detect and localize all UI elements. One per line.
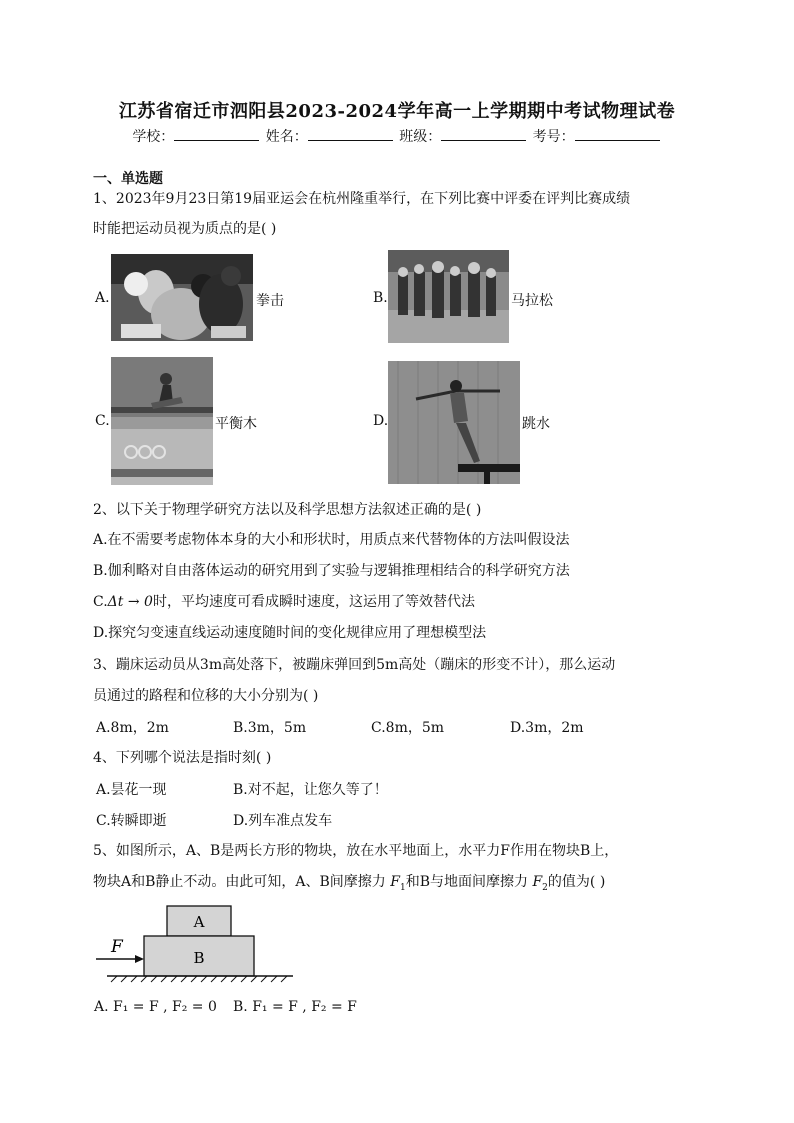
class-blank[interactable] (441, 126, 526, 141)
q1-option-a-text: 拳击 (256, 293, 284, 309)
q3-option-a: A.8m，2m (96, 720, 169, 736)
q2-option-c-letter: C. (93, 594, 108, 610)
f2-symbol: F (532, 874, 543, 890)
q5-option-a: A. F₁ = F , F₂ = 0 (94, 999, 217, 1015)
q4-option-d: D.列车准点发车 (233, 813, 333, 829)
q3-option-b: B.3m，5m (233, 720, 307, 736)
q4-option-a: A.昙花一现 (96, 782, 167, 798)
block-b-label: B (193, 949, 205, 967)
q2-option-b: B.伽利略对自由落体运动的研究用到了实验与逻辑推理相结合的科学研究方法 (93, 563, 570, 579)
balance-beam-photo (111, 357, 213, 485)
blocks-diagram (93, 903, 303, 983)
page-title: 江苏省宿迁市泗阳县2023-2024学年高一上学期期中考试物理试卷 (118, 101, 676, 122)
q3-option-c: C.8m，5m (371, 720, 445, 736)
q4-option-c: C.转瞬即逝 (96, 813, 167, 829)
name-blank[interactable] (308, 126, 393, 141)
boxing-photo (111, 254, 253, 341)
section-heading: 一、单选题 (93, 171, 163, 187)
q1-option-a-letter: A. (95, 290, 110, 306)
force-label: F (111, 937, 123, 957)
q5-line2-part-c: 的值为( ) (547, 874, 606, 890)
student-info-line (0, 126, 794, 146)
q1-option-b-text: 马拉松 (511, 293, 553, 309)
school-blank[interactable] (174, 126, 259, 141)
q1-stem-line1: 1、2023年9月23日第19届亚运会在杭州隆重举行，在下列比赛中评委在评判比赛成绩 (93, 191, 631, 207)
force-arrow-head (135, 955, 144, 963)
block-a-label: A (193, 913, 205, 931)
f1-subscript: 1 (399, 882, 406, 893)
q1-option-c-letter: C. (95, 413, 110, 429)
marathon-photo (388, 250, 509, 343)
q4-stem: 4、下列哪个说法是指时刻( ) (93, 750, 272, 766)
q2-option-d: D.探究匀变速直线运动速度随时间的变化规律应用了理想模型法 (93, 625, 487, 641)
q1-option-c-text: 平衡木 (215, 416, 257, 432)
name-label: 姓名： (265, 129, 308, 145)
q2-option-a: A.在不需要考虑物体本身的大小和形状时，用质点来代替物体的方法叫假设法 (93, 532, 570, 548)
q2-option-c-math: Δt → 0 (107, 594, 153, 610)
ground-hatching (111, 976, 287, 982)
f2-subscript: 2 (542, 882, 548, 893)
q5-stem-line1: 5、如图所示，A、B是两长方形的物块，放在水平地面上，水平力F作用在物块B上， (93, 843, 619, 859)
q1-stem-line2: 时能把运动员视为质点的是( ) (93, 221, 277, 237)
q1-option-d-text: 跳水 (522, 416, 550, 432)
q1-option-b-letter: B. (373, 290, 388, 306)
class-label: 班级： (399, 129, 442, 145)
q4-option-b: B.对不起，让您久等了！ (233, 782, 388, 798)
q5-option-b: B. F₁ = F , F₂ = F (233, 999, 357, 1015)
q3-stem-line2: 员通过的路程和位移的大小分别为( ) (93, 688, 319, 704)
q2-option-c-text: 时，平均速度可看成瞬时速度，这运用了等效替代法 (152, 594, 475, 610)
school-label: 学校： (132, 129, 175, 145)
f1-symbol: F (390, 874, 400, 890)
q2-option-c (93, 592, 475, 612)
q3-option-d: D.3m，2m (510, 720, 584, 736)
diving-photo (388, 361, 520, 484)
q1-option-d-letter: D. (373, 413, 389, 429)
q2-stem: 2、以下关于物理学研究方法以及科学思想方法叙述正确的是( ) (93, 502, 482, 518)
q5-line2-part-b: 和B与地面间摩擦力 (405, 874, 533, 890)
q5-line2-part-a: 物块A和B静止不动。由此可知，A、B间摩擦力 (93, 874, 391, 890)
number-label: 考号： (532, 129, 575, 145)
q3-stem-line1: 3、蹦床运动员从3m高处落下，被蹦床弹回到5m高处（蹦床的形变不计），那么运动 (93, 657, 616, 673)
q5-stem-line2 (93, 872, 605, 898)
number-blank[interactable] (575, 126, 660, 141)
